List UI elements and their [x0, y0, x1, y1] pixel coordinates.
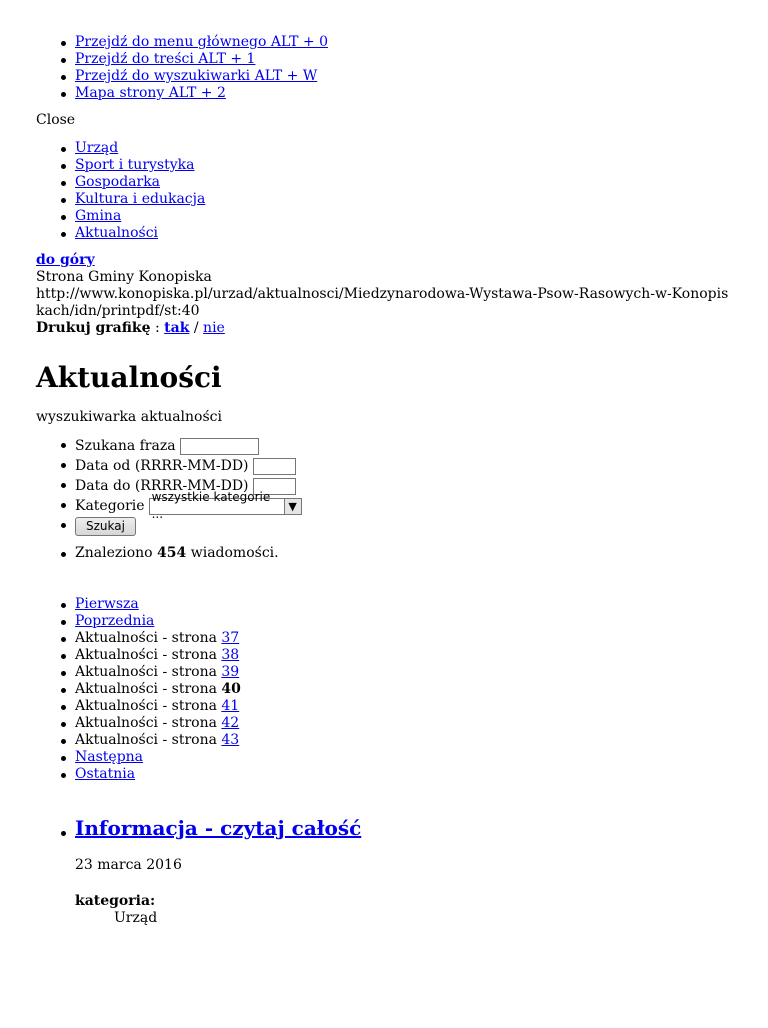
slash: / [193, 320, 199, 336]
pager-page-prefix: Aktualności - strona [75, 698, 217, 714]
submit-row [36, 516, 732, 536]
search-phrase-input[interactable] [180, 438, 259, 455]
skip-link-item [36, 51, 732, 68]
date-from-input[interactable] [253, 458, 296, 475]
skip-to-content-link[interactable]: Przejdź do treści ALT + 1 [75, 51, 256, 67]
skip-link-item [36, 85, 732, 102]
pager-prev-link[interactable]: Poprzednia [75, 613, 155, 629]
dropdown-arrow-icon: ▼ [284, 499, 301, 514]
close-label[interactable]: Close [36, 112, 76, 128]
skip-to-main-menu-link[interactable]: Przejdź do menu głównego ALT + 0 [75, 34, 328, 50]
date-to-row [36, 476, 732, 496]
pager-page-link[interactable]: 41 [221, 698, 240, 714]
skip-link-item [36, 34, 732, 51]
pager-page-prefix: Aktualności - strona [75, 647, 217, 663]
category-label: Kategorie [75, 497, 145, 514]
pager-page-prefix: Aktualności - strona [75, 630, 217, 646]
news-list [36, 815, 732, 927]
pager-item [36, 749, 732, 766]
pager-next-link[interactable]: Następna [75, 749, 144, 765]
search-phrase-label: Szukana fraza [75, 437, 176, 454]
menu-link-gmina[interactable]: Gmina [75, 208, 122, 224]
pager-item [36, 698, 732, 715]
main-menu-item [36, 191, 732, 208]
skip-link-item [36, 68, 732, 85]
pager-first-link[interactable]: Pierwsza [75, 596, 139, 612]
news-category-label: kategoria: [75, 893, 156, 909]
back-to-top-link[interactable]: do góry [36, 252, 95, 268]
print-graphic-label: Drukuj grafikę [36, 320, 151, 336]
pager-page-link[interactable]: 37 [221, 630, 240, 646]
search-form [36, 436, 732, 536]
pager-item [36, 630, 732, 647]
main-menu-item [36, 225, 732, 242]
news-date: 23 marca 2016 [75, 857, 182, 873]
print-graphic-no-link[interactable]: nie [203, 320, 225, 336]
menu-link-urzad[interactable]: Urząd [75, 140, 119, 156]
pager-page-prefix: Aktualności - strona [75, 715, 217, 731]
results-prefix: Znaleziono [75, 545, 153, 561]
category-select[interactable] [149, 490, 302, 521]
date-from-row [36, 456, 732, 476]
pager-item [36, 766, 732, 783]
site-name: Strona Gminy Konopiska [36, 269, 212, 285]
category-row [36, 490, 732, 521]
main-menu-item [36, 140, 732, 157]
date-from-label: Data od (RRRR-MM-DD) [75, 457, 249, 474]
news-category-value: Urząd [114, 910, 158, 926]
pager-item [36, 681, 732, 698]
pager-page-link[interactable]: 38 [221, 647, 240, 663]
category-selected-value: wszystkie kategorie ... [151, 490, 271, 521]
main-menu-item [36, 208, 732, 225]
menu-link-gospodarka[interactable]: Gospodarka [75, 174, 161, 190]
menu-link-kultura[interactable]: Kultura i edukacja [75, 191, 206, 207]
news-category [75, 893, 732, 927]
pager-page-link[interactable]: 42 [221, 715, 240, 731]
site-map-link[interactable]: Mapa strony ALT + 2 [75, 85, 226, 101]
results-count-row [36, 545, 732, 562]
date-to-label: Data do (RRRR-MM-DD) [75, 477, 249, 494]
page-url: http://www.konopiska.pl/urzad/aktualnosci/Miedzynarodowa-Wystawa-Psow-Rasowych-w-Konopiskach/idn/printpdf/st:40 [36, 286, 729, 319]
skip-links [36, 34, 732, 102]
results-count: 454 [157, 545, 187, 561]
pager-item [36, 613, 732, 630]
news-item [36, 815, 732, 927]
main-menu [36, 140, 732, 242]
pager-last-link[interactable]: Ostatnia [75, 766, 136, 782]
colon: : [155, 320, 160, 336]
skip-to-search-link[interactable]: Przejdź do wyszukiwarki ALT + W [75, 68, 318, 84]
page-title: Aktualności [36, 361, 222, 394]
print-graphic-yes-link[interactable]: tak [164, 320, 190, 336]
pager-page-prefix: Aktualności - strona [75, 681, 217, 697]
pager-current-page: 40 [221, 681, 241, 697]
pager-page-prefix: Aktualności - strona [75, 732, 217, 748]
main-menu-item [36, 157, 732, 174]
pager-page-prefix: Aktualności - strona [75, 664, 217, 680]
results-summary [36, 545, 732, 562]
print-info [36, 252, 732, 337]
pager-page-link[interactable]: 43 [221, 732, 240, 748]
search-button[interactable]: Szukaj [75, 517, 136, 536]
pager-item [36, 732, 732, 749]
print-graphic-row [36, 320, 732, 337]
pagination [36, 596, 732, 783]
page [0, 34, 768, 927]
pager-item [36, 596, 732, 613]
menu-link-sport[interactable]: Sport i turystyka [75, 157, 195, 173]
results-suffix: wiadomości. [190, 545, 279, 561]
search-phrase-row [36, 436, 732, 456]
pager-item [36, 715, 732, 732]
pager-item [36, 647, 732, 664]
pager-item [36, 664, 732, 681]
main-menu-item [36, 174, 732, 191]
news-title-link[interactable]: Informacja - czytaj całość [75, 816, 362, 840]
menu-link-aktualnosci[interactable]: Aktualności [75, 225, 159, 241]
search-title: wyszukiwarka aktualności [36, 409, 222, 425]
pager-page-link[interactable]: 39 [221, 664, 240, 680]
